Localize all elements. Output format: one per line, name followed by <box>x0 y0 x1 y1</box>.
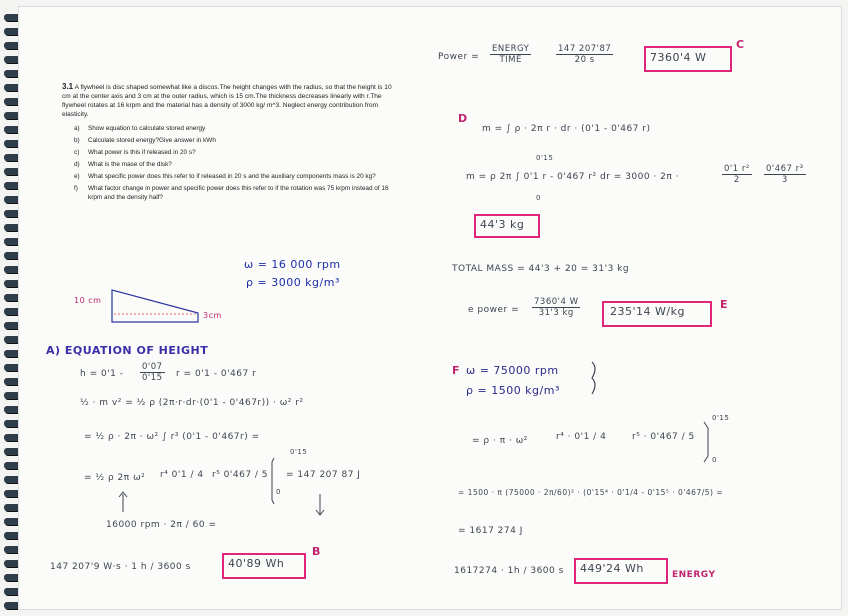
section-c-label: C <box>736 38 745 51</box>
mass-frac-2: $\frac{\text{0'467 r³}}{3}$ <box>766 164 804 185</box>
f-omega: ω = 75000 rpm <box>466 364 559 377</box>
f-rho: ρ = 1500 kg/m³ <box>466 384 560 397</box>
section-e-answer: 235'14 W/kg <box>610 305 685 318</box>
energy-result: = 147 207 87 J <box>286 470 361 480</box>
section-f-label: F <box>452 364 461 377</box>
section-f-answer: 449'24 Wh <box>580 562 644 575</box>
f-line-4: 1617274 · 1h / 3600 s <box>454 566 564 576</box>
problem-intro: A flywheel is disc shaped somewhat like a discos.The height changes with the radius, so that the height is 10 cm at the center axis and 3 cm at the outer radius, which is 15 cm.The thickness decreases linearly with r.The flywheel rotates at 16 krpm and the material has a density of 3000 kg/ m^3. Neglect energy contribution from elasticity. <box>62 84 392 118</box>
question-f: f) What factor change in power and specific power does this refer to if the rotation was 75 krpm instead of 16 krpm and the density half? <box>74 185 389 201</box>
omega-conversion: 16000 rpm · 2π / 60 = <box>106 520 217 530</box>
power-fraction: ENERGY TIME <box>492 44 530 65</box>
energy-line-2: = ½ ρ · 2π · ω² ∫ r³ (0'1 - 0'467r) = <box>84 432 260 442</box>
question-d: d) What is the mase of the disk? <box>74 161 172 168</box>
energy-frac-1: r⁴ 0'1 / 4 <box>160 470 204 480</box>
height-fraction: $\frac{0'07}{0'15}$ <box>142 362 163 383</box>
section-b-answer: 40'89 Wh <box>228 557 285 570</box>
total-mass: TOTAL MASS = 44'3 + 20 = 31'3 kg <box>452 264 630 274</box>
section-b-label: B <box>312 545 321 558</box>
f-limit-lower: 0 <box>712 456 717 464</box>
sketch-height-outer: 3cm <box>203 311 222 320</box>
section-f-answer-note: ENERGY <box>672 570 716 580</box>
mass-limit-lower: 0 <box>536 194 541 202</box>
mass-limit-upper: 0'15 <box>536 154 554 162</box>
problem-number: 3.1 <box>62 82 74 91</box>
section-c-answer: 7360'4 W <box>650 51 707 64</box>
mass-frac-1: $\frac{\text{0'1 r²}}{2}$ <box>724 164 750 185</box>
f-frac-1: r⁴ · 0'1 / 4 <box>556 432 607 442</box>
question-e: e) What specific power does this refer to if released in 20 s and the auxiliary components mass is 20 kg? <box>74 173 376 180</box>
energy-line-2-limit-upper: 0'15 <box>290 448 308 456</box>
question-b: b) Calculate stored energy?Give answer in kWh <box>74 137 216 144</box>
f-line-1: = ρ · π · ω² <box>472 436 528 446</box>
f-limit-upper: 0'15 <box>712 414 730 422</box>
mass-line-2: m = ρ 2π ∫ 0'1 r - 0'467 r² dr = 3000 · 2π · <box>466 172 680 182</box>
f-line-2: = 1500 · π (75000 · 2π/60)² · (0'15⁴ · 0'1/4 - 0'15⁵ · 0'467/5) = <box>458 488 724 497</box>
specific-power-lhs: e power = <box>468 305 520 315</box>
f-frac-2: r⁵ · 0'467 / 5 <box>632 432 695 442</box>
question-c: c) What power is this if released in 20 s? <box>74 149 196 156</box>
given-omega: ω = 16 000 rpm <box>244 258 341 271</box>
section-d-answer: 44'3 kg <box>480 218 525 231</box>
power-lhs: Power = <box>438 52 480 62</box>
f-line-3: = 1617 274 J <box>458 526 523 536</box>
height-equation-rhs: r = 0'1 - 0'467 r <box>176 369 257 379</box>
energy-line-1: ½ · m v² = ½ ρ (2π·r·dr·(0'1 - 0'467r)) · ω² r² <box>80 398 304 408</box>
energy-frac-2: r⁵ 0'467 / 5 <box>212 470 269 480</box>
power-values: $\frac{147 207'87}{20 s}$ <box>558 44 612 65</box>
section-b-calc: 147 207'9 W·s · 1 h / 3600 s <box>50 562 191 572</box>
energy-line-3: = ½ ρ 2π ω² <box>84 473 146 483</box>
height-equation-lhs: h = 0'1 - <box>80 369 124 379</box>
energy-limit-lower: 0 <box>276 488 281 496</box>
given-rho: ρ = 3000 kg/m³ <box>246 276 340 289</box>
specific-power-fraction: $\frac{7360'4 W}{31'3 kg}$ <box>534 297 579 318</box>
sketch-height-center: 10 cm <box>74 296 102 305</box>
mass-line-1: m = ∫ ρ · 2π r · dr · (0'1 - 0'467 r) <box>482 124 651 134</box>
section-d-label: D <box>458 112 468 125</box>
question-a: a) Show equation to calculate stored energy <box>74 125 206 132</box>
section-a-heading: A) EQUATION OF HEIGHT <box>46 344 209 357</box>
section-e-label: E <box>720 298 729 311</box>
